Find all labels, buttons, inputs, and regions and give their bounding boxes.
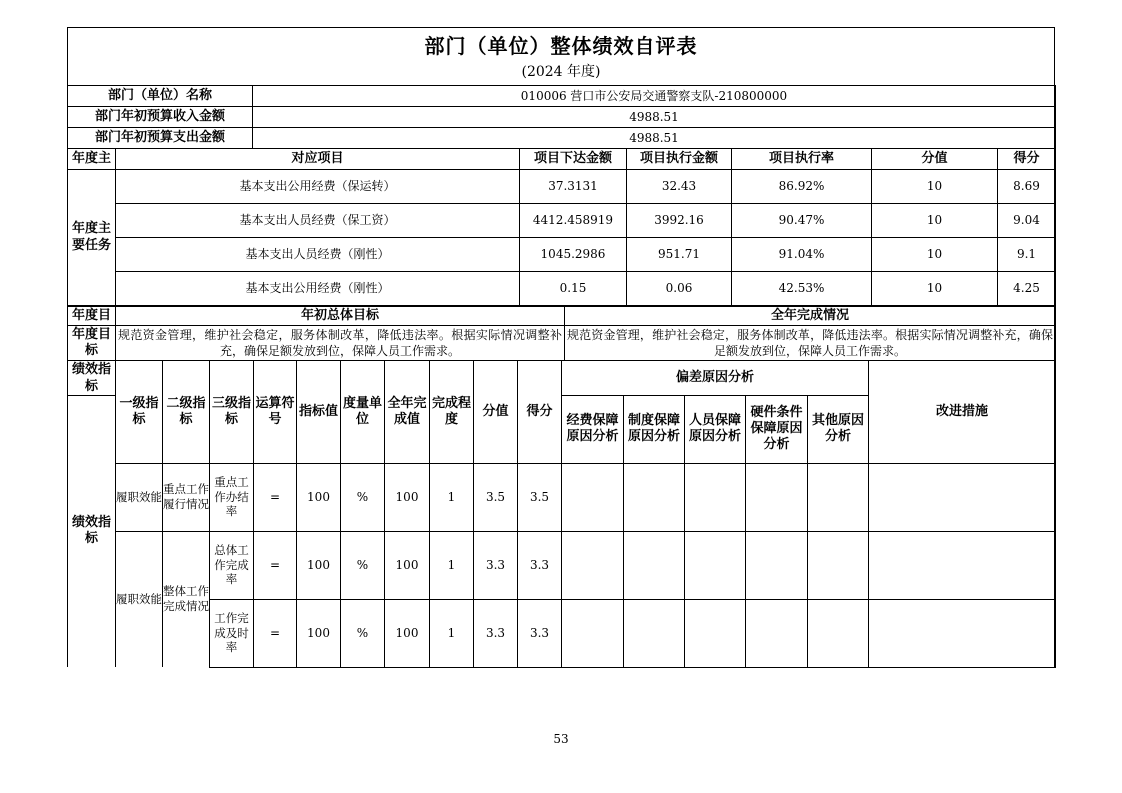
- col-score: 得分: [998, 149, 1056, 170]
- task-rate: 91.04%: [732, 238, 872, 272]
- task-item: 基本支出人员经费（刚性）: [116, 238, 520, 272]
- col-executed: 项目执行金额: [627, 149, 732, 170]
- col-value: 分值: [474, 361, 518, 464]
- col-annual: 全年完成值: [385, 361, 430, 464]
- goals-header-label: 年度目: [68, 307, 116, 326]
- improve-cell: [869, 463, 1056, 531]
- page-number: 53: [553, 732, 569, 746]
- level2-cell: [163, 531, 210, 667]
- dev-personnel-cell: [685, 599, 746, 667]
- level3-text: 总体工作完成率: [214, 542, 249, 587]
- dev-system-cell: [624, 463, 685, 531]
- table-row: [68, 599, 1056, 667]
- annual-cell: 100: [385, 463, 430, 531]
- dev-hardware-cell: [746, 599, 808, 667]
- dev-other-cell: [808, 463, 869, 531]
- improve-cell: [869, 599, 1056, 667]
- dept-name-value: 010006 营口市公安局交通警察支队-210800000: [253, 86, 1056, 107]
- dev-col-other: 其他原因分析: [808, 395, 869, 463]
- annual-cell: 100: [385, 599, 430, 667]
- target-cell: 100: [297, 463, 341, 531]
- table-row: [68, 463, 1056, 531]
- improve-cell: [869, 531, 1056, 599]
- completion-text: [565, 326, 1056, 361]
- level2-cell: [163, 463, 210, 531]
- level1-text: 履职效能: [116, 591, 162, 606]
- expense-value: 4988.51: [253, 128, 1056, 149]
- level1-text: 履职效能: [116, 489, 162, 504]
- dev-col-hardware: 硬件条件保障原因分析: [746, 395, 808, 463]
- operator-cell: =: [254, 599, 297, 667]
- level2-text: 重点工作履行情况: [163, 482, 209, 511]
- operator-cell: =: [254, 463, 297, 531]
- indicators-table: [67, 360, 1056, 668]
- indicators-side-label: 绩效指标: [68, 395, 116, 667]
- task-score: 9.1: [998, 238, 1056, 272]
- level2-text: 整体工作完成情况: [163, 584, 209, 614]
- dev-col-personnel: 人员保障原因分析: [685, 395, 746, 463]
- target-cell: 100: [297, 599, 341, 667]
- unit-cell: %: [341, 599, 385, 667]
- degree-cell: 1: [430, 531, 474, 599]
- tasks-table: [67, 148, 1056, 306]
- table-row: [68, 272, 1056, 306]
- tasks-side-label: 年度主要任务: [68, 170, 116, 306]
- value-cell: 3.3: [474, 599, 518, 667]
- task-allocated: 4412.458919: [520, 204, 627, 238]
- indicators-side-top-text: 绩效指标: [71, 361, 111, 394]
- income-label: 部门年初预算收入金额: [68, 107, 253, 128]
- col-allocated: 项目下达金额: [520, 149, 627, 170]
- annual-cell: 100: [385, 531, 430, 599]
- improve-header: 改进措施: [869, 361, 1056, 464]
- task-executed: 3992.16: [627, 204, 732, 238]
- dev-col-system: 制度保障原因分析: [624, 395, 685, 463]
- dev-funding-cell: [562, 531, 624, 599]
- dev-other-cell: [808, 531, 869, 599]
- level3-cell: [210, 463, 254, 531]
- table-row: [68, 531, 1056, 599]
- completion-header: 全年完成情况: [565, 307, 1056, 326]
- task-score: 8.69: [998, 170, 1056, 204]
- dev-personnel-cell: [685, 463, 746, 531]
- col-level1: 一级指标: [116, 361, 163, 464]
- expense-label: 部门年初预算支出金额: [68, 128, 253, 149]
- task-executed: 0.06: [627, 272, 732, 306]
- task-score: 9.04: [998, 204, 1056, 238]
- task-allocated: 1045.2986: [520, 238, 627, 272]
- level3-cell: [210, 599, 254, 667]
- page-title: 部门（单位）整体绩效自评表: [424, 34, 698, 58]
- table-row: [68, 238, 1056, 272]
- unit-cell: %: [341, 463, 385, 531]
- level3-text: 工作完成及时率: [214, 610, 249, 655]
- table-row: [68, 204, 1056, 238]
- dev-hardware-cell: [746, 463, 808, 531]
- target-cell: 100: [297, 531, 341, 599]
- page-subtitle: (2024 年度): [521, 64, 601, 80]
- initial-goal-text: [116, 326, 565, 361]
- level1-cell: [116, 531, 163, 667]
- score-cell: 3.3: [518, 531, 562, 599]
- task-item: 基本支出公用经费（保运转）: [116, 170, 520, 204]
- col-operator: 运算符号: [254, 361, 297, 464]
- dev-personnel-cell: [685, 531, 746, 599]
- initial-goal-content: 规范资金管理，维护社会稳定，服务体制改革，降低违法率。根据实际情况调整补充，确保足额发放到位，保障人员工作需求。: [118, 328, 562, 358]
- task-rate: 86.92%: [732, 170, 872, 204]
- col-score-value: 分值: [872, 149, 998, 170]
- operator-cell: =: [254, 531, 297, 599]
- level3-text: 重点工作办结率: [214, 474, 249, 519]
- col-degree: 完成程度: [430, 361, 474, 464]
- col-unit: 度量单位: [341, 361, 385, 464]
- level3-cell: [210, 531, 254, 599]
- dev-system-cell: [624, 531, 685, 599]
- col-score: 得分: [518, 361, 562, 464]
- task-rate: 42.53%: [732, 272, 872, 306]
- task-executed: 32.43: [627, 170, 732, 204]
- task-executed: 951.71: [627, 238, 732, 272]
- degree-cell: 1: [430, 599, 474, 667]
- level1-cell: [116, 463, 163, 531]
- table-row: [68, 170, 1056, 204]
- value-cell: 3.5: [474, 463, 518, 531]
- dev-other-cell: [808, 599, 869, 667]
- income-value: 4988.51: [253, 107, 1056, 128]
- task-value: 10: [872, 204, 998, 238]
- dev-funding-cell: [562, 599, 624, 667]
- task-rate: 90.47%: [732, 204, 872, 238]
- col-target: 指标值: [297, 361, 341, 464]
- col-item: 对应项目: [116, 149, 520, 170]
- col-rate: 项目执行率: [732, 149, 872, 170]
- dev-hardware-cell: [746, 531, 808, 599]
- dev-system-cell: [624, 599, 685, 667]
- goals-side-label-text: 年度目标: [71, 327, 111, 358]
- dev-funding-cell: [562, 463, 624, 531]
- task-value: 10: [872, 272, 998, 306]
- task-score: 4.25: [998, 272, 1056, 306]
- dept-name-label: 部门（单位）名称: [68, 86, 253, 107]
- degree-cell: 1: [430, 463, 474, 531]
- task-item: 基本支出公用经费（刚性）: [116, 272, 520, 306]
- task-item: 基本支出人员经费（保工资）: [116, 204, 520, 238]
- task-allocated: 37.3131: [520, 170, 627, 204]
- initial-goal-header: 年初总体目标: [116, 307, 565, 326]
- dev-col-funding: 经费保障原因分析: [562, 395, 624, 463]
- goals-table: [67, 306, 1056, 361]
- deviation-header: 偏差原因分析: [562, 361, 869, 396]
- unit-cell: %: [341, 531, 385, 599]
- col-level3: 三级指标: [210, 361, 254, 464]
- task-value: 10: [872, 238, 998, 272]
- score-cell: 3.3: [518, 599, 562, 667]
- task-allocated: 0.15: [520, 272, 627, 306]
- goals-side-label: [68, 326, 116, 361]
- tasks-header-label: 年度主: [68, 149, 116, 170]
- score-cell: 3.5: [518, 463, 562, 531]
- value-cell: 3.3: [474, 531, 518, 599]
- col-level2: 二级指标: [163, 361, 210, 464]
- task-value: 10: [872, 170, 998, 204]
- header-info-table: [67, 85, 1056, 149]
- completion-content: 规范资金管理，维护社会稳定，服务体制改革，降低违法率。根据实际情况调整补充，确保足额发放到位，保障人员工作需求。: [567, 328, 1053, 358]
- indicators-side-label-top: [68, 361, 116, 396]
